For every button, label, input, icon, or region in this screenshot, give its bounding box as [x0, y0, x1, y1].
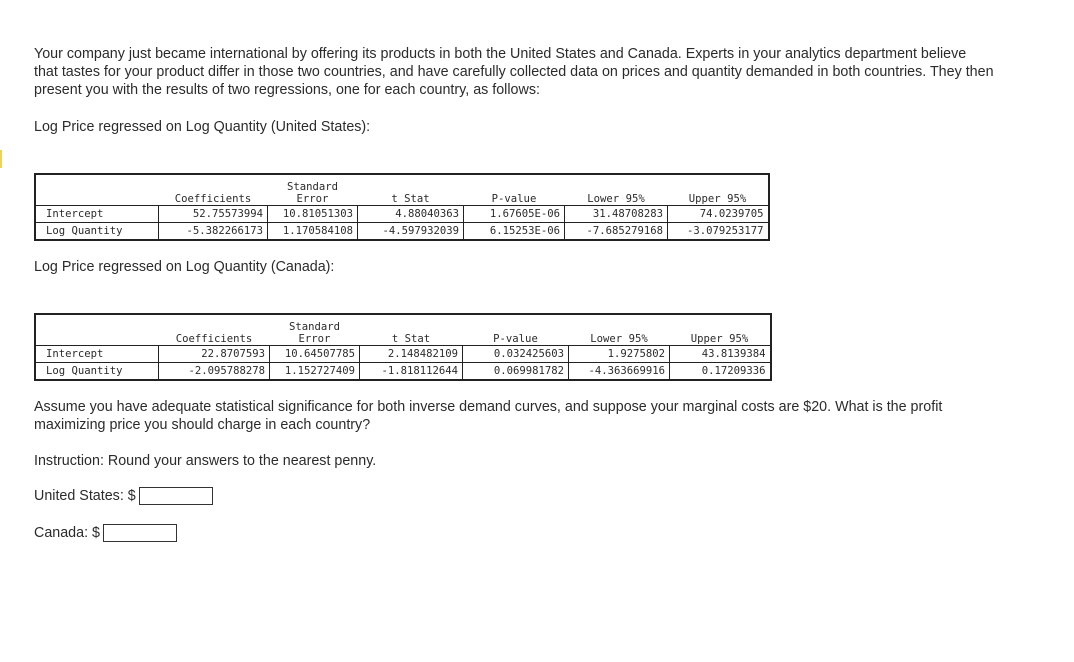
table-row [35, 363, 771, 381]
table-cell: 6.15253E-06 [464, 223, 565, 241]
table-row [35, 346, 771, 363]
header-t-stat: t Stat [360, 314, 463, 346]
question-paragraph: Assume you have adequate statistical significance for both inverse demand curves, and suppose your marginal costs are $20. What is the profit maximizing price you should charge in each country? [34, 399, 943, 433]
header-lower-95: Lower 95% [565, 174, 668, 206]
table-cell: 1.170584108 [268, 223, 358, 241]
header-t-stat: t Stat [358, 174, 464, 206]
us-regression-table [34, 173, 770, 241]
row-label: Log Quantity [35, 363, 159, 381]
table-cell: 0.17209336 [670, 363, 771, 381]
table-cell: 10.81051303 [268, 206, 358, 223]
header-standard-error-text: Standard Error [288, 321, 341, 345]
header-p-value: P-value [464, 174, 565, 206]
table-cell: 0.032425603 [463, 346, 569, 363]
header-coefficients: Coefficients [159, 174, 268, 206]
canada-answer-row [34, 524, 177, 542]
table-row [35, 223, 769, 241]
table-header-row [35, 314, 771, 346]
canada-price-input[interactable] [103, 524, 177, 542]
blank-header-cell [35, 314, 159, 346]
table-row [35, 206, 769, 223]
us-answer-row [34, 487, 213, 505]
header-upper-95: Upper 95% [670, 314, 771, 346]
header-p-value: P-value [463, 314, 569, 346]
canada-answer-label: Canada: $ [34, 525, 100, 541]
table-cell: -7.685279168 [565, 223, 668, 241]
header-upper-95: Upper 95% [668, 174, 769, 206]
table-cell: 1.152727409 [270, 363, 360, 381]
table-cell: 74.0239705 [668, 206, 769, 223]
header-lower-95: Lower 95% [569, 314, 670, 346]
blank-header-cell [35, 174, 159, 206]
table-cell: -1.818112644 [360, 363, 463, 381]
header-standard-error [270, 314, 360, 346]
table-cell: 10.64507785 [270, 346, 360, 363]
instruction-text: Instruction: Round your answers to the nearest penny. [34, 453, 377, 469]
table-cell: 4.88040363 [358, 206, 464, 223]
canada-regression-table [34, 313, 772, 381]
us-price-input[interactable] [139, 487, 213, 505]
us-regression-heading: Log Price regressed on Log Quantity (United States): [34, 119, 371, 135]
left-edge-marker [0, 150, 2, 168]
row-label: Intercept [35, 346, 159, 363]
header-coefficients: Coefficients [159, 314, 270, 346]
row-label: Log Quantity [35, 223, 159, 241]
table-cell: -4.363669916 [569, 363, 670, 381]
row-label: Intercept [35, 206, 159, 223]
us-answer-label: United States: $ [34, 488, 136, 504]
table-cell: -5.382266173 [159, 223, 268, 241]
header-standard-error [268, 174, 358, 206]
table-cell: 1.67605E-06 [464, 206, 565, 223]
table-cell: -4.597932039 [358, 223, 464, 241]
table-header-row [35, 174, 769, 206]
table-cell: -2.095788278 [159, 363, 270, 381]
table-cell: 43.8139384 [670, 346, 771, 363]
table-cell: 31.48708283 [565, 206, 668, 223]
table-cell: 2.148482109 [360, 346, 463, 363]
intro-paragraph: Your company just became international by offering its products in both the United States and Canada. Experts in your analytics department believe that tastes for your product differ in those two countries, and have carefully collected data on prices and quantity demanded in both countries. They then present you with the results of two regressions, one for each country, as follows: [34, 46, 994, 98]
table-cell: 22.8707593 [159, 346, 270, 363]
table-cell: -3.079253177 [668, 223, 769, 241]
canada-regression-heading: Log Price regressed on Log Quantity (Canada): [34, 259, 335, 275]
table-cell: 1.9275802 [569, 346, 670, 363]
table-cell: 0.069981782 [463, 363, 569, 381]
header-standard-error-text: Standard Error [286, 181, 339, 205]
table-cell: 52.75573994 [159, 206, 268, 223]
